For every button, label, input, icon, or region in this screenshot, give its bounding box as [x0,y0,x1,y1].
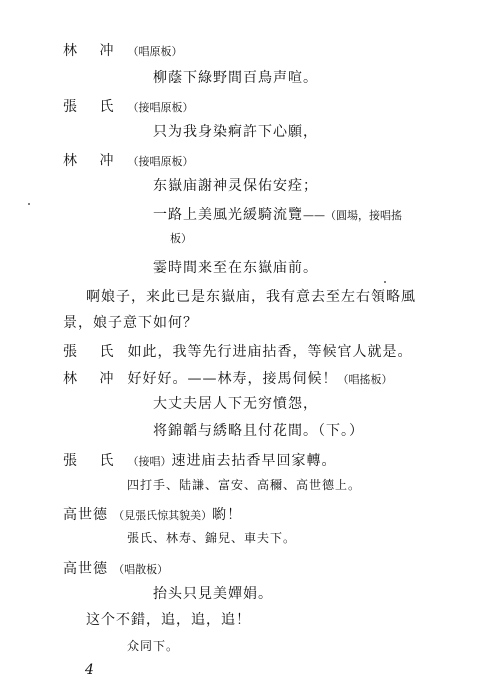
sung-verse: 抬头只見美嬋娟。 [153,586,273,602]
spoken-line: 喲！ [212,507,243,523]
script-line [153,206,402,222]
script-line [63,152,194,168]
print-speck [384,281,386,283]
speaker-name: 高世德 [63,561,108,577]
sung-verse: 大丈夫居人下无穷憤怨， [153,396,318,412]
stage-direction: （接唱原板） [127,155,194,168]
sung-verse: 霎時間来至在东嶽庙前。 [153,260,318,276]
sung-verse: 将錦韜与綉略且付花間。（下。） [153,423,364,439]
script-line [63,343,413,359]
script-line [63,452,337,468]
stage-direction: （見張氏惊其貌美） [113,509,213,522]
script-line [63,98,194,114]
spoken-line: 啊娘子，来此已是东嶽庙，我有意去至左右領略風 [86,289,416,305]
sung-verse: 一路上美風光緩騎流覽 [153,207,303,223]
stage-direction: 众同下。 [127,639,180,653]
stage-direction: 四打手、陆謙、富安、高穪、高世德上。 [127,478,362,492]
spoken-line: 如此，我等先行进庙拈香，等候官人就是。 [127,344,413,360]
script-line [63,42,183,58]
print-speck [28,203,30,205]
script-line [63,370,393,386]
stage-direction: 張氏、林寿、錦兒、車夫下。 [127,531,297,545]
stage-direction: （唱原板） [127,45,183,58]
stage-direction: （唱搖板） [337,373,393,386]
spoken-line: 景，娘子意下如何？ [63,315,198,331]
speaker-name: 林 冲 [63,153,123,169]
speaker-name: 林 冲 [63,43,123,59]
page-number: 4 [85,662,94,678]
script-line [63,560,168,576]
speaker-name: 張 氏 [63,99,123,115]
stage-direction: ——（圓場，接唱搖 [303,209,402,222]
script-line [63,506,242,522]
spoken-line: 这个不錯，追，追，追！ [86,612,251,628]
sung-verse: 柳蔭下綠野間百鳥声喧。 [153,70,318,86]
sung-verse: 东嶽庙謝神灵保佑安痊； [153,178,318,194]
stage-direction: 板） [170,232,192,245]
stage-direction: （接唱） [127,455,172,468]
spoken-line: 好好好。——林寿，接馬伺候！ [127,371,338,387]
spoken-line: 速进庙去拈香早回家轉。 [171,453,337,469]
speaker-name: 高世德 [63,507,108,523]
speaker-name: 張 氏 [63,344,123,360]
speaker-name: 林 冲 [63,371,123,387]
sung-verse: 只为我身染痾許下心願， [153,124,318,140]
stage-direction: （接唱原板） [127,101,194,114]
stage-direction: （唱散板） [113,563,169,576]
speaker-name: 張 氏 [63,453,123,469]
